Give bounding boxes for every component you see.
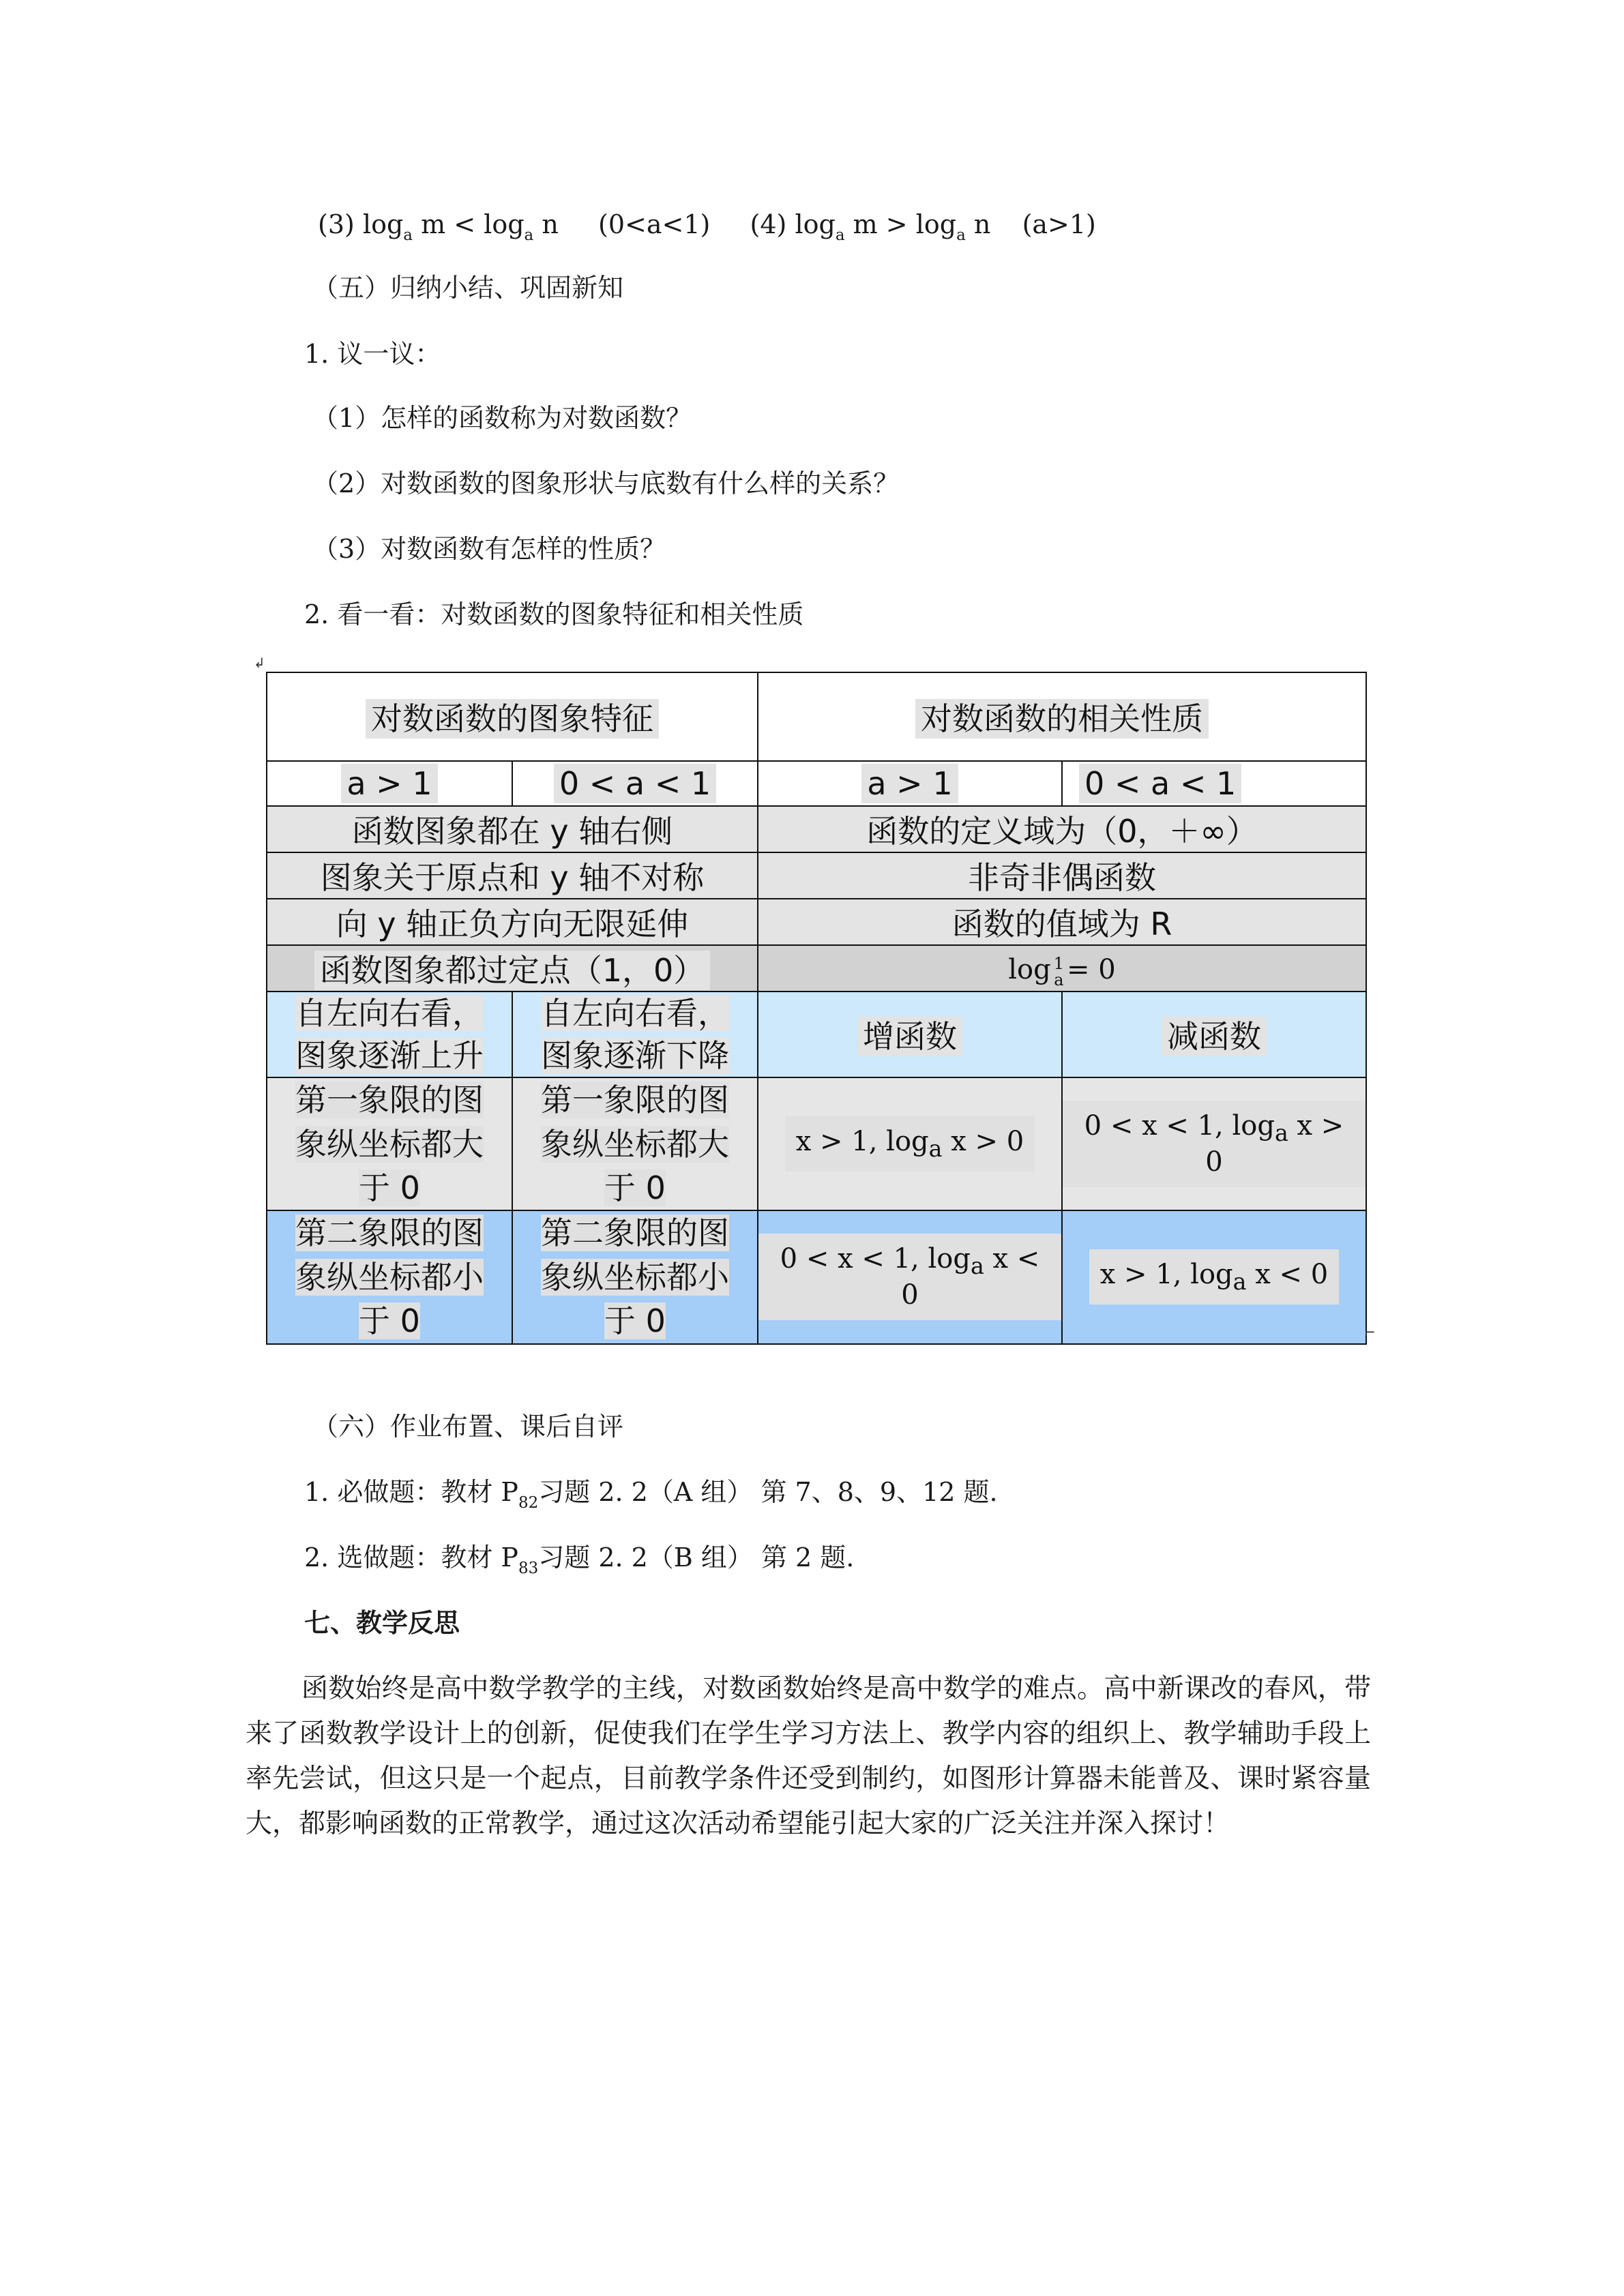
feature-not-symmetric: 图象关于原点和 y 轴不对称 xyxy=(267,852,758,899)
cell-line: 于 0 xyxy=(359,1302,420,1340)
header-graph-features-text: 对数函数的图象特征 xyxy=(366,699,659,739)
feature-right-of-y: 函数图象都在 y 轴右侧 xyxy=(267,806,758,852)
property-range: 函数的值域为 R xyxy=(758,899,1366,945)
feature-q1-positive xyxy=(267,1077,512,1210)
math-formula xyxy=(758,1234,1061,1320)
cell-line: 第二象限的图 xyxy=(541,1214,729,1252)
log-text: log xyxy=(484,209,525,239)
less-than: < xyxy=(454,209,476,239)
var-n: n xyxy=(973,209,991,239)
table-row xyxy=(267,899,1366,945)
table-row xyxy=(267,806,1366,852)
hw2-suffix: 习题 2. 2（B 组） 第 2 题. xyxy=(538,1542,855,1572)
question-1: （1）怎样的函数称为对数函数？ xyxy=(312,403,692,433)
cond-cell xyxy=(758,761,1062,806)
cell-line: 图象逐渐下降 xyxy=(541,1037,729,1075)
table-row xyxy=(267,992,1366,1077)
greater-than: > xyxy=(885,209,908,239)
var-n: n xyxy=(542,209,559,239)
section-5-heading: （五）归纳小结、巩固新知 xyxy=(312,273,624,303)
formula-part: x > 0 xyxy=(951,1126,1024,1158)
denominator: a xyxy=(1054,970,1064,989)
log-base: a xyxy=(835,226,845,244)
log-text: log xyxy=(795,209,836,239)
page-subscript: 83 xyxy=(518,1560,539,1577)
math-formula xyxy=(785,1116,1035,1172)
decreasing-text: 减函数 xyxy=(1162,1017,1267,1056)
homework-optional xyxy=(304,1542,855,1577)
formula-part: x > 1, log xyxy=(1099,1259,1233,1291)
cell-line: 第一象限的图 xyxy=(295,1082,484,1119)
log-base: a xyxy=(1274,1120,1288,1147)
feature-fixed-point xyxy=(267,945,758,992)
section-7-heading: 七、教学反思 xyxy=(304,1608,460,1638)
formula-part: x > 1, log xyxy=(795,1126,929,1158)
log-text: log xyxy=(1008,953,1051,985)
feature-fixed-point-text: 函数图象都过定点（1，0） xyxy=(314,951,711,990)
var-m: m xyxy=(421,209,446,239)
log-base: a xyxy=(928,1135,943,1163)
condition-1: (0<a<1) xyxy=(598,209,711,239)
cond-cell xyxy=(512,761,758,806)
header-properties xyxy=(758,672,1366,761)
section-6-heading: （六）作业布置、课后自评 xyxy=(312,1412,624,1442)
feature-rising xyxy=(267,992,512,1077)
property-domain: 函数的定义域为（0，＋∞） xyxy=(758,806,1366,852)
formula-part: 0 < x < 1, log xyxy=(780,1243,971,1275)
log-inequality-line xyxy=(318,209,1096,244)
condition-row xyxy=(267,761,1366,806)
hw2-prefix: 2. 选做题：教材 P xyxy=(304,1542,518,1572)
cond-a-gt-1: a > 1 xyxy=(861,764,958,803)
look-heading: 2. 看一看：对数函数的图象特征和相关性质 xyxy=(304,599,804,629)
feature-q2-negative xyxy=(512,1210,758,1343)
table-row xyxy=(267,1077,1366,1210)
cell-line: 象纵坐标都小 xyxy=(295,1258,484,1296)
condition-2: (a>1) xyxy=(1022,209,1096,239)
item-3-label: (3) xyxy=(318,209,355,239)
question-3: （3）对数函数有怎样的性质？ xyxy=(312,534,666,564)
equals-zero: = 0 xyxy=(1067,953,1116,985)
property-positive-a-lt-1 xyxy=(1062,1077,1366,1210)
property-log-one xyxy=(758,945,1366,992)
formula-part: x < 0 xyxy=(1255,1259,1329,1291)
cond-cell xyxy=(1062,761,1366,806)
table-header-row xyxy=(267,672,1366,761)
property-not-odd-even: 非奇非偶函数 xyxy=(758,852,1366,899)
cond-a-lt-1: 0 < a < 1 xyxy=(1079,764,1241,803)
cond-a-lt-1: 0 < a < 1 xyxy=(554,764,716,803)
item-4-label: (4) xyxy=(750,209,787,239)
question-2: （2）对数函数的图象形状与底数有什么样的关系？ xyxy=(312,468,900,498)
table-end-mark: ⌐ xyxy=(1364,1324,1376,1341)
formula-part: x > 0 xyxy=(1205,1110,1344,1178)
feature-q2-negative xyxy=(267,1210,512,1343)
cell-line: 象纵坐标都大 xyxy=(295,1125,484,1163)
fraction xyxy=(1054,955,1064,988)
cell-line: 第二象限的图 xyxy=(295,1214,484,1252)
reflection-paragraph: 函数始终是高中数学教学的主线，对数函数始终是高中数学的难点。高中新课改的春风，带来了函数教学设计上的创新，促使我们在学生学习方法上、教学内容的组织上、教学辅助手段上率先尝试，但这只是一个起点，目前教学条件还受到制约，如图形计算器未能普及、课时紧容量大，都影响函数的正常教学，通过这次活动希望能引起大家的广泛关注并深入探讨！ xyxy=(246,1673,1371,1839)
feature-q1-positive xyxy=(512,1077,758,1210)
var-m: m xyxy=(853,209,878,239)
page-subscript: 82 xyxy=(518,1494,539,1512)
cell-line: 象纵坐标都大 xyxy=(541,1125,729,1163)
property-negative-a-gt-1 xyxy=(758,1210,1062,1343)
log-base: a xyxy=(956,226,966,244)
cell-line: 自左向右看， xyxy=(541,995,729,1032)
property-decreasing xyxy=(1062,992,1366,1077)
log-base: a xyxy=(403,226,413,244)
table-anchor-mark: ↲ xyxy=(254,655,265,671)
homework-required xyxy=(304,1477,998,1512)
feature-falling xyxy=(512,992,758,1077)
cell-line: 自左向右看， xyxy=(295,995,484,1032)
table-row xyxy=(267,945,1366,992)
log-text: log xyxy=(362,209,404,239)
numerator: 1 xyxy=(1053,953,1065,973)
log-text: log xyxy=(915,209,957,239)
hw1-suffix: 习题 2. 2（A 组） 第 7、8、9、12 题. xyxy=(538,1477,998,1507)
table-row xyxy=(267,1210,1366,1343)
cell-line: 象纵坐标都小 xyxy=(541,1258,729,1296)
header-properties-text: 对数函数的相关性质 xyxy=(915,699,1209,739)
log-base: a xyxy=(970,1253,984,1280)
discuss-heading: 1. 议一议： xyxy=(304,339,441,369)
header-graph-features xyxy=(267,672,758,761)
math-formula xyxy=(1063,1101,1365,1187)
property-negative-a-lt-1 xyxy=(1062,1210,1366,1343)
feature-infinite-extension: 向 y 轴正负方向无限延伸 xyxy=(267,899,758,945)
log-base: a xyxy=(1232,1268,1247,1296)
cell-line: 于 0 xyxy=(604,1302,666,1340)
property-positive-a-gt-1 xyxy=(758,1077,1062,1210)
cell-line: 于 0 xyxy=(359,1169,420,1206)
cell-line: 图象逐渐上升 xyxy=(295,1037,484,1075)
log-function-table xyxy=(266,672,1367,1345)
math-formula xyxy=(1089,1249,1339,1304)
hw1-prefix: 1. 必做题：教材 P xyxy=(304,1477,518,1507)
cell-line: 于 0 xyxy=(604,1169,666,1206)
table-row xyxy=(267,852,1366,899)
cond-a-gt-1: a > 1 xyxy=(341,764,437,803)
formula-part: x < 0 xyxy=(901,1243,1040,1311)
cond-cell xyxy=(267,761,512,806)
cell-line: 第一象限的图 xyxy=(541,1082,729,1119)
increasing-text: 增函数 xyxy=(857,1017,962,1056)
property-increasing xyxy=(758,992,1062,1077)
formula-part: 0 < x < 1, log xyxy=(1084,1110,1275,1142)
log-base: a xyxy=(524,226,534,244)
